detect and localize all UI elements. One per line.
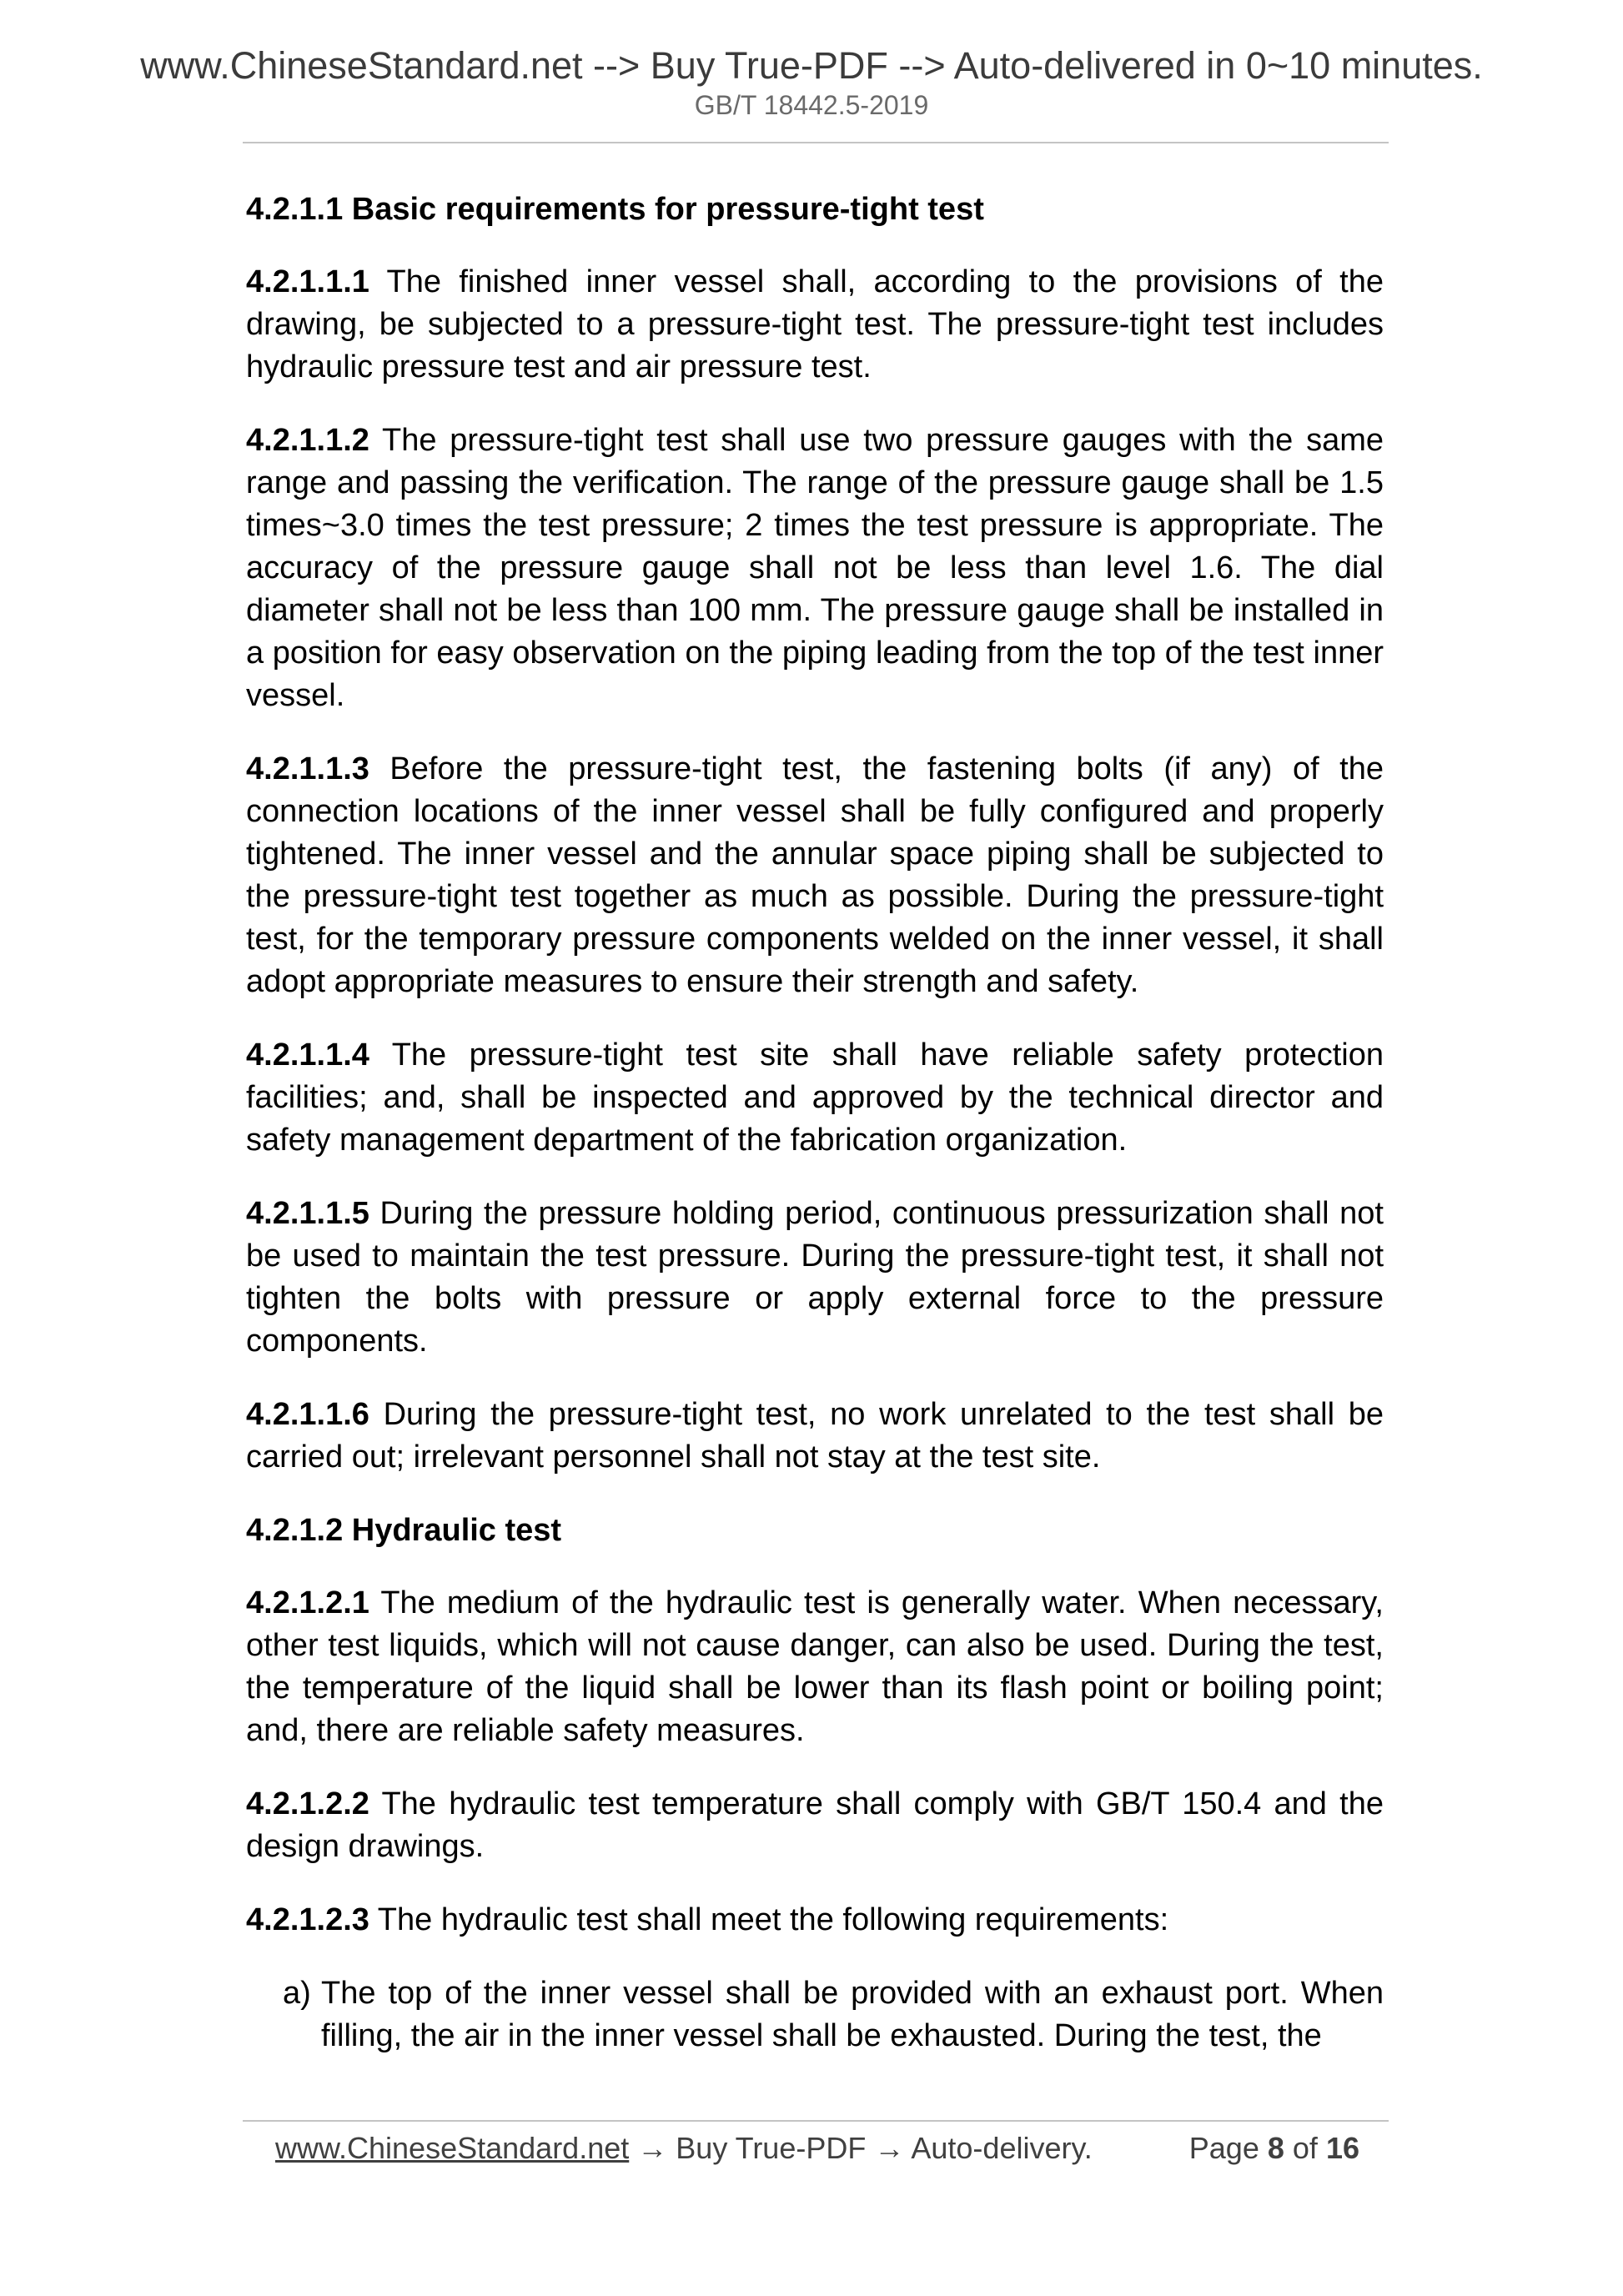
clause-number: 4.2.1.1.3 (246, 751, 369, 786)
document-body (246, 188, 1384, 2057)
clause-4-2-1-2-3 (246, 1899, 1384, 1942)
clause-text: The pressure-tight test site shall have reliable safety protection facilities; and, shall be inspected and approved by the technical director and safety management department of the fabrication organization. (246, 1037, 1384, 1158)
clause-text: The pressure-tight test shall use two pressure gauges with the same range and passing the verification. The range of the pressure gauge shall be 1.5 times~3.0 times the test pressure; 2 times the test pressure is appropriate. The accuracy of the pressure gauge shall not be less than level 1.6. The dial diameter shall not be less than 100 mm. The pressure gauge shall be installed in a position for easy observation on the piping leading from the top of the test inner vessel. (246, 423, 1384, 713)
clause-4-2-1-2-2 (246, 1783, 1384, 1868)
header-divider (243, 142, 1389, 143)
clause-number: 4.2.1.1.5 (246, 1196, 369, 1231)
clause-text: Before the pressure-tight test, the fastening bolts (if any) of the connection locations of the inner vessel shall be fully configured and properly tightened. The inner vessel and the annular space piping shall be subjected to the pressure-tight test together as much as possible. During the pressure-tight test, for the temporary pressure components welded on the inner vessel, it shall adopt appropriate measures to ensure their strength and safety. (246, 751, 1384, 999)
arrow-right-icon: → (637, 2131, 668, 2165)
clause-text: The finished inner vessel shall, according to the provisions of the drawing, be subjected to a pressure-tight test. The pressure-tight test includes hydraulic pressure test and air pressure test. (246, 264, 1384, 384)
clause-number: 4.2.1.2.1 (246, 1585, 369, 1620)
clause-text: During the pressure-tight test, no work unrelated to the test shall be carried out; irrelevant personnel shall not stay at the test site. (246, 1397, 1384, 1475)
clause-4-2-1-1-3 (246, 748, 1384, 1003)
clause-4-2-1-1-5 (246, 1193, 1384, 1363)
footer-site-link[interactable]: www.ChineseStandard.net (275, 2131, 630, 2165)
clause-number: 4.2.1.1.6 (246, 1397, 369, 1432)
list-item-a (246, 1972, 1384, 2057)
page-label: Page (1188, 2131, 1259, 2165)
clause-text: The medium of the hydraulic test is generally water. When necessary, other test liquids, which will not cause danger, can also be used. During the test, the temperature of the liquid shall be lower than its flash point or boiling point; and, there are reliable safety measures. (246, 1585, 1384, 1748)
list-item-text: The top of the inner vessel shall be provided with an exhaust port. When filling, the air in the inner vessel shall be exhausted. During the test, the (321, 1976, 1384, 2053)
page-total: 16 (1325, 2131, 1359, 2165)
footer-divider (243, 2120, 1389, 2122)
clause-number: 4.2.1.1.1 (246, 264, 369, 299)
clause-text: The hydraulic test temperature shall comply with GB/T 150.4 and the design drawings. (246, 1786, 1384, 1864)
page-indicator (1189, 2128, 1359, 2168)
clause-4-2-1-1-4 (246, 1034, 1384, 1162)
standard-code: GB/T 18442.5-2019 (694, 90, 929, 120)
section-heading-4-2-1-2: 4.2.1.2 Hydraulic test (246, 1513, 562, 1548)
clause-4-2-1-2-1 (246, 1582, 1384, 1752)
clause-4-2-1-1-1 (246, 261, 1384, 389)
arrow-right-icon: → (874, 2131, 905, 2165)
page-current: 8 (1267, 2131, 1284, 2165)
header-banner: www.ChineseStandard.net --> Buy True-PDF --> Auto-delivered in 0~10 minutes. (140, 44, 1483, 87)
page-of: of (1292, 2131, 1318, 2165)
clause-text: During the pressure holding period, continuous pressurization shall not be used to maintain the test pressure. During the pressure-tight test, it shall not tighten the bolts with pressure or apply external force to the pressure components. (246, 1196, 1384, 1359)
section-heading-4-2-1-1: 4.2.1.1 Basic requirements for pressure-tight test (246, 192, 984, 227)
clause-number: 4.2.1.1.4 (246, 1037, 369, 1073)
list-marker: a) (283, 1976, 311, 2011)
footer-delivery-text: Auto-delivery. (911, 2131, 1093, 2165)
clause-text: The hydraulic test shall meet the following requirements: (369, 1902, 1169, 1937)
page-footer (275, 2128, 1359, 2168)
footer-buy-text: Buy True-PDF (676, 2131, 867, 2165)
clause-4-2-1-1-6 (246, 1394, 1384, 1479)
clause-4-2-1-1-2 (246, 420, 1384, 717)
clause-number: 4.2.1.2.2 (246, 1786, 369, 1821)
clause-number: 4.2.1.1.2 (246, 423, 369, 458)
clause-number: 4.2.1.2.3 (246, 1902, 369, 1937)
